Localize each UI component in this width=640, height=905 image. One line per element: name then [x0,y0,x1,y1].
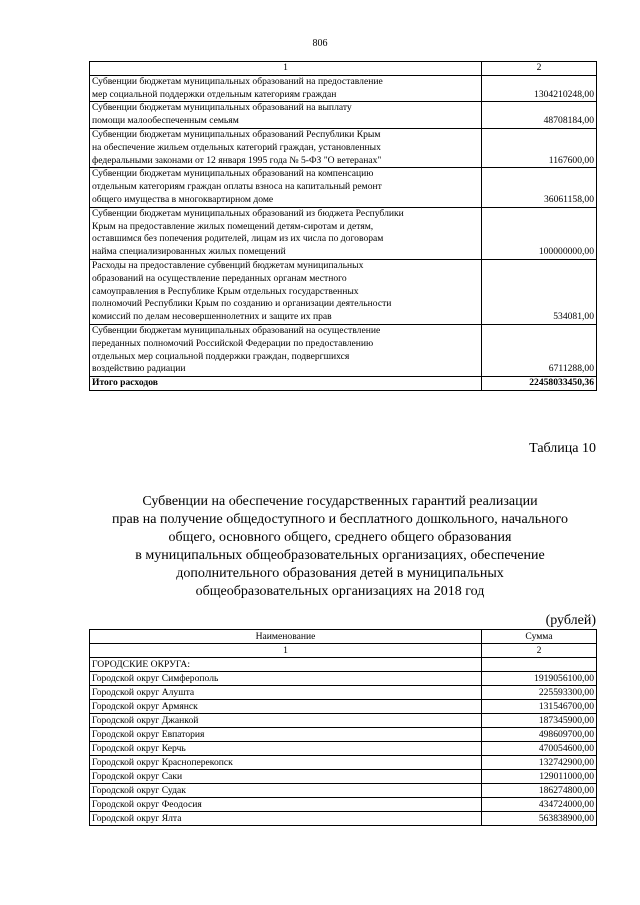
district-amount: 186274800,00 [482,784,597,798]
description-line: Субвенции бюджетам муниципальных образований на осуществление [92,324,381,336]
description-line: Субвенции бюджетам муниципальных образований на компенсацию [92,168,374,180]
description-line: образований на осуществление переданных органам местного [92,272,347,284]
caption-line: прав на получение общедоступного и бесплатного дошкольного, начального [111,512,569,527]
column-number-2: 2 [482,62,597,76]
column-number-1: 1 [90,644,482,658]
table-row [90,728,597,742]
district-amount: 1919056100,00 [482,672,597,686]
table-row [90,756,597,770]
description-line: мер социальной поддержки отдельным категориям граждан [92,88,337,100]
table-row [90,128,597,167]
row-amount: 534081,00 [482,259,597,324]
caption-line: в муниципальных общеобразовательных организациях, обеспечение [135,548,545,563]
row-amount: 1167600,00 [482,128,597,167]
column-number-row [90,644,597,658]
description-line: отдельным категориям граждан оплаты взноса на капитальный ремонт [92,181,382,193]
description-line: Крым на предоставление жилых помещений детям-сиротам и детям, [92,220,374,232]
district-amount: 131546700,00 [482,700,597,714]
row-description [90,102,482,129]
row-amount: 36061158,00 [482,168,597,207]
table-row [90,686,597,700]
table-row [90,770,597,784]
district-name: Городской округ Саки [90,770,482,784]
table-row [90,75,597,102]
total-amount: 22458033450,36 [482,377,597,391]
district-name: Городской округ Армянск [90,700,482,714]
district-name: Городской округ Судак [90,784,482,798]
row-amount: 48708184,00 [482,102,597,129]
table-row [90,102,597,129]
table-caption [80,493,600,601]
district-amount: 129011000,00 [482,770,597,784]
section-label: ГОРОДСКИЕ ОКРУГА: [90,658,482,672]
district-name: Городской округ Джанкой [90,714,482,728]
district-name: Городской округ Феодосия [90,798,482,812]
page-number: 806 [312,38,328,49]
district-name: Городской округ Симферополь [90,672,482,686]
row-description [90,324,482,376]
table-row [90,700,597,714]
table-row [90,784,597,798]
column-number-2: 2 [482,644,597,658]
description-line: Субвенции бюджетам муниципальных образований Республики Крым [92,128,381,140]
district-amount: 563838900,00 [482,812,597,826]
table-row [90,207,597,259]
section-row [90,658,597,672]
row-amount: 1304210248,00 [482,75,597,102]
subventions-table [89,629,597,826]
description-line: Субвенции бюджетам муниципальных образований на предоставление [92,75,383,87]
district-amount: 225593300,00 [482,686,597,700]
district-amount: 498609700,00 [482,728,597,742]
description-line: Субвенции бюджетам муниципальных образований из бюджета Республики [92,207,404,219]
description-line: федеральными законами от 12 января 1995 года № 5-ФЗ "О ветеранах" [92,154,382,166]
row-description [90,259,482,324]
row-description [90,168,482,207]
district-name: Городской округ Ялта [90,812,482,826]
expenses-table [89,61,597,391]
description-line: помощи малообеспеченным семьям [92,115,239,127]
table-row [90,672,597,686]
description-line: оставшимся без попечения родителей, лицам из их числа по договорам [92,233,384,245]
total-row [90,377,597,391]
district-name: Городской округ Алушта [90,686,482,700]
description-line: самоуправления в Республике Крым отдельных государственных [92,285,359,297]
row-amount: 6711288,00 [482,324,597,376]
row-description [90,128,482,167]
table-row [90,259,597,324]
column-header-name: Наименование [90,630,482,644]
description-line: комиссий по делам несовершеннолетних и защите их прав [92,311,332,323]
table-row [90,812,597,826]
district-amount: 434724000,00 [482,798,597,812]
table-row [90,798,597,812]
caption-line: Субвенции на обеспечение государственных гарантий реализации [142,494,538,509]
row-description [90,207,482,259]
district-amount: 132742900,00 [482,756,597,770]
column-header-sum: Сумма [482,630,597,644]
description-line: отдельных мер социальной поддержки граждан, подвергшихся [92,350,350,362]
caption-line: общего, основного общего, среднего общего образования [168,530,512,545]
table-header-row [90,62,597,76]
table-header-row [90,630,597,644]
table-row [90,168,597,207]
row-amount: 100000000,00 [482,207,597,259]
description-line: Расходы на предоставление субвенций бюджетам муниципальных [92,259,364,271]
description-line: переданных полномочий Российской Федерации по предоставлению [92,337,374,349]
description-line: общего имущества в многоквартирном доме [92,193,274,205]
table-row [90,742,597,756]
district-name: Городской округ Евпатория [90,728,482,742]
caption-line: общеобразовательных организациях на 2018 год [195,584,485,599]
description-line: найма специализированных жилых помещений [92,246,286,258]
description-line: Субвенции бюджетам муниципальных образований на выплату [92,102,352,114]
district-amount: 187345900,00 [482,714,597,728]
district-name: Городской округ Керчь [90,742,482,756]
caption-line: дополнительного образования детей в муниципальных [176,566,504,581]
table-row [90,714,597,728]
district-amount: 470054600,00 [482,742,597,756]
description-line: на обеспечение жильем отдельных категорий граждан, установленных [92,141,381,153]
row-description [90,75,482,102]
table-number: Таблица 10 [529,441,596,456]
district-name: Городской округ Красноперекопск [90,756,482,770]
total-label: Итого расходов [90,377,482,391]
description-line: полномочий Республики Крым по созданию и организации деятельности [92,298,392,310]
description-line: воздействию радиации [92,363,186,375]
table-row [90,324,597,376]
column-number-1: 1 [90,62,482,76]
units-label: (рублей) [545,613,596,628]
section-value [482,658,597,672]
